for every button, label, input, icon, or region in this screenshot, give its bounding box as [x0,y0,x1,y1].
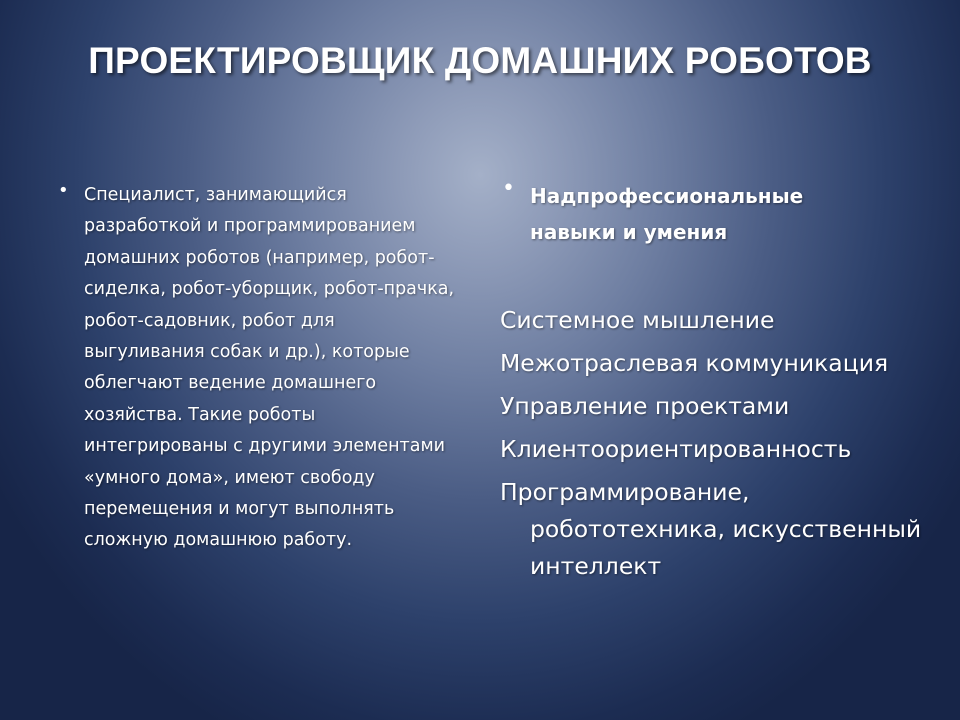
right-column [500,178,940,591]
skills-heading: Надпрофессиональные навыки и умения [530,184,804,244]
skill-item-systems-thinking: Системное мышление [500,306,775,334]
skill-item-intersectoral-communication: Межотраслевая коммуникация [500,349,889,377]
specialist-description: Специалист, занимающийся разработкой и программированием домашних роботов (например, робот-сиделка, робот-уборщик, робот-прачка, робот-садовник, робот для выгуливания собак и др.), которые облегчают ведение домашнего хозяйства. Такие роботы интегрированы с другими элементами «умного дома», имеют свободу перемещения и могут выполнять сложную домашнюю работу. [84,185,455,551]
bullet-icon: • [58,180,69,201]
bullet-icon: • [502,176,515,201]
skill-item-programming-robotics-ai: Программирование, робототехника, искусственный интеллект [500,478,922,580]
left-column [58,180,458,557]
slide-title: ПРОЕКТИРОВЩИК ДОМАШНИХ РОБОТОВ [88,40,872,81]
skill-item-project-management: Управление проектами [500,392,790,420]
skills-heading-row [500,178,940,250]
skill-item-client-orientation: Клиентоориентированность [500,435,852,463]
skills-list [500,302,940,585]
